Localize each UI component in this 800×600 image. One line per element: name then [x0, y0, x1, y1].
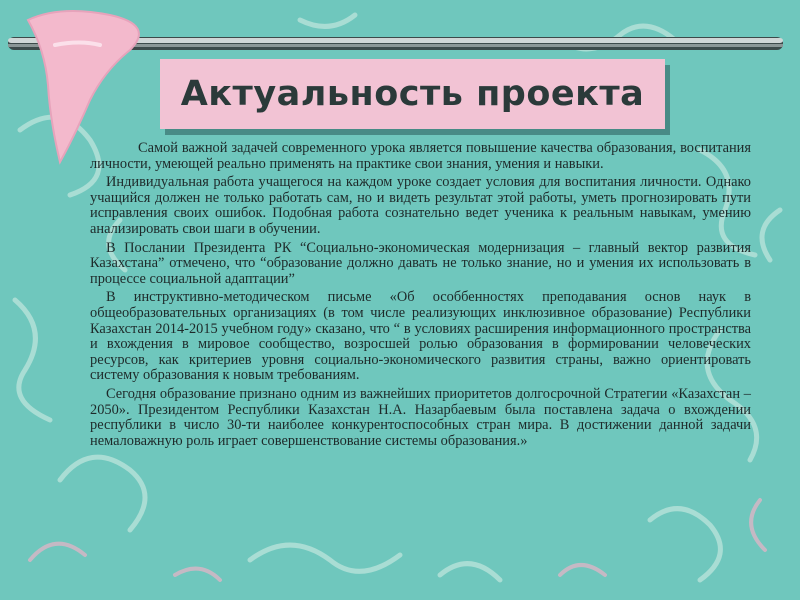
title-box — [160, 59, 665, 129]
page-title: Актуальность проекта — [180, 74, 645, 114]
boomerang-shape — [28, 11, 139, 162]
paragraph-5: Сегодня образование признано одним из важнейших приоритетов долгосрочной Стратегии «Казахстан – 2050». Президентом Республики Казахстан Н.А. Назарбаевым была поставлена задача о вхождении республики в число 30-ти наиболее конкурентоспособных стран мира. В достижении данной задачи немаловажную роль играет совершенствование системы образования.» — [90, 385, 751, 449]
paragraph-3: В Послании Президента РК “Социально-экономическая модернизация – главный вектор развития Казахстана” отмечено, что “образование должно давать не только знание, но и умения их использовать в процессе социальной адаптации” — [90, 239, 751, 287]
paragraph-1: Самой важной задачей современного урока является повышение качества образования, воспитания личности, умеющей реально применять на практике свои знания, умения и навыки. — [90, 140, 751, 172]
content-body — [90, 141, 751, 452]
paragraph-4: В инструктивно-методическом письме «Об особбенностях преподавания основ наук в общеобразовательных организациях (в том числе реализующих инклюзивное образование) Республики Казахстан 2014-2015 учебном году» сказано, что “ в условиях расширения информационного пространства и вхождения в мировое сообщество, возросшей ролью образования в формировании человеческих ресурсов, как критериев уровня социально-экономического развития страны, важно ориентировать систему образования к новым требованиям. — [90, 289, 751, 384]
paragraph-2: Индивидуальная работа учащегося на каждом уроке создает условия для воспитания личности. Однако учащийся должен не только работать сам, но и видеть результат этой работы, уметь прогнозировать пути исправления своих ошибок. Подобная работа сознательно ведет ученика к реальным навыкам, умению анализировать свои шаги в обучении. — [90, 174, 751, 237]
